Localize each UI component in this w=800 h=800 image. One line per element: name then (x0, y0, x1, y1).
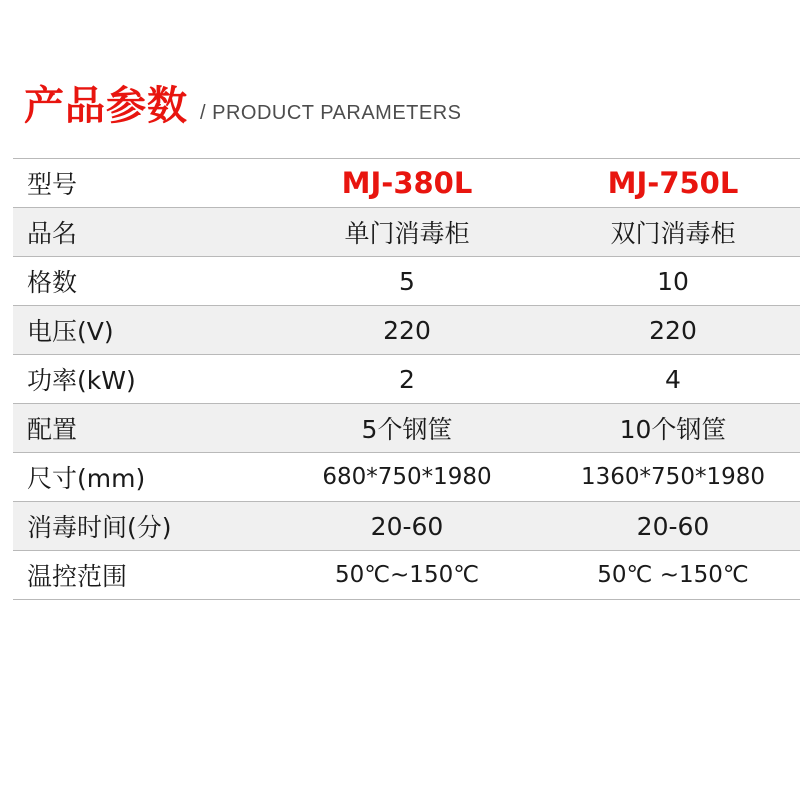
row-value-model-1: 2 (274, 355, 540, 404)
row-value-model-1: 单门消毒柜 (274, 208, 540, 257)
spec-table-container (13, 158, 787, 600)
row-label: 品名 (13, 208, 274, 257)
table-row (13, 453, 800, 502)
row-value-model-2: 4 (540, 355, 800, 404)
row-label: 功率(kW) (13, 355, 274, 404)
row-value-model-2: 双门消毒柜 (540, 208, 800, 257)
row-value-model-2: 50℃ ~150℃ (540, 551, 800, 600)
row-value-model-1: 680*750*1980 (274, 453, 540, 502)
row-value-model-2: 20-60 (540, 502, 800, 551)
table-row (13, 257, 800, 306)
row-label: 尺寸(mm) (13, 453, 274, 502)
spec-table (13, 158, 800, 600)
page-title-en: / PRODUCT PARAMETERS (200, 102, 462, 124)
table-row (13, 551, 800, 600)
row-value-model-2: 220 (540, 306, 800, 355)
row-label: 格数 (13, 257, 274, 306)
row-label: 配置 (13, 404, 274, 453)
row-value-model-1: 20-60 (274, 502, 540, 551)
row-value-model-1: 5 (274, 257, 540, 306)
table-row (13, 208, 800, 257)
table-row (13, 502, 800, 551)
row-value-model-2: 10 (540, 257, 800, 306)
row-label: 消毒时间(分) (13, 502, 274, 551)
table-row (13, 159, 800, 208)
page-title (24, 74, 462, 131)
row-label: 型号 (13, 159, 274, 208)
row-value-model-2: MJ-750L (540, 159, 800, 208)
row-label: 温控范围 (13, 551, 274, 600)
row-value-model-2: 1360*750*1980 (540, 453, 800, 502)
table-row (13, 306, 800, 355)
page-title-cn: 产品参数 (24, 83, 188, 129)
row-value-model-1: 50℃~150℃ (274, 551, 540, 600)
table-row (13, 404, 800, 453)
table-row (13, 355, 800, 404)
row-value-model-2: 10个钢筐 (540, 404, 800, 453)
row-label: 电压(V) (13, 306, 274, 355)
row-value-model-1: 220 (274, 306, 540, 355)
row-value-model-1: MJ-380L (274, 159, 540, 208)
row-value-model-1: 5个钢筐 (274, 404, 540, 453)
